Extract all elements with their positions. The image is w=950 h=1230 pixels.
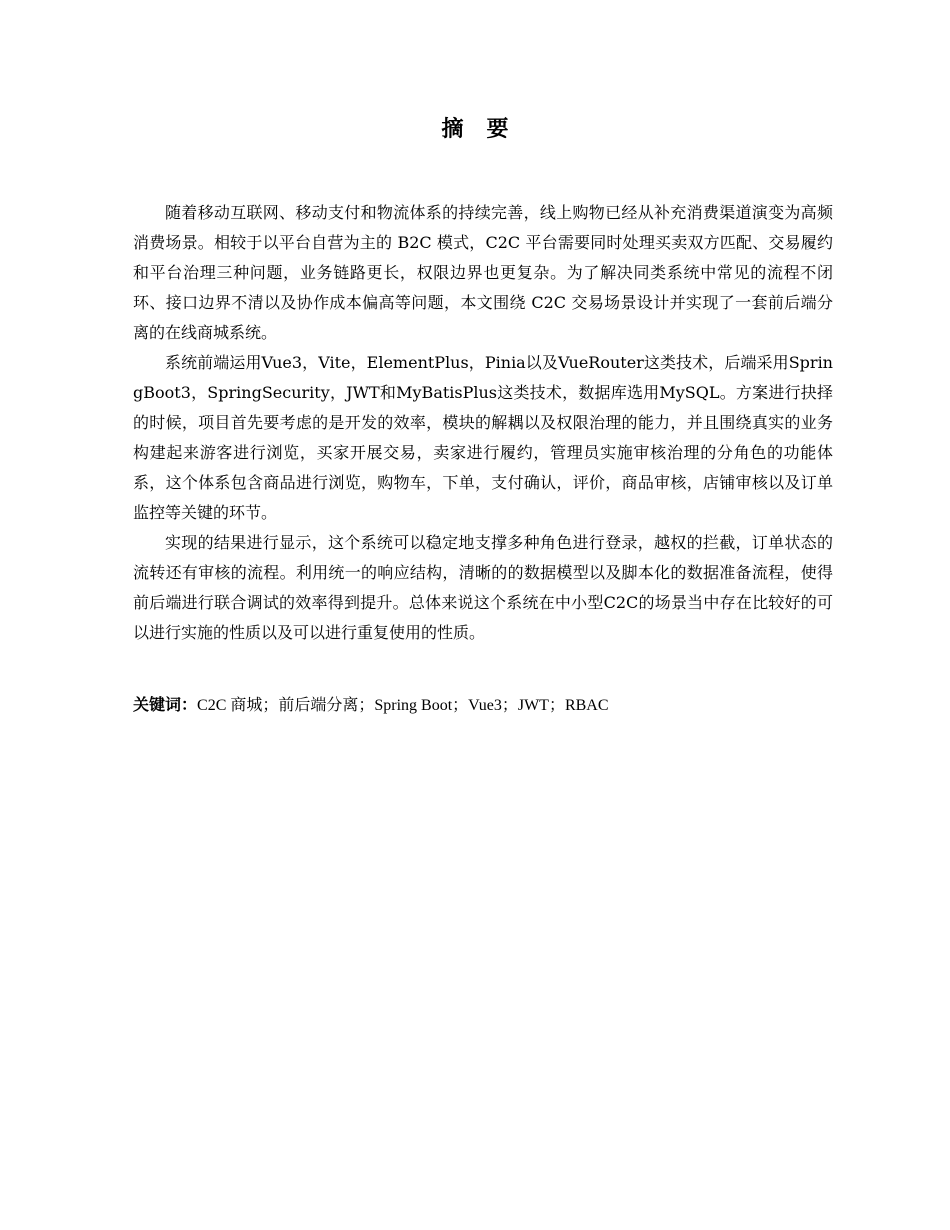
keywords-label: 关键词：	[133, 695, 198, 714]
abstract-body	[133, 198, 833, 648]
keywords-line	[133, 690, 833, 721]
abstract-paragraph-2: 系统前端运用Vue3，Vite，ElementPlus，Pinia以及VueRouter这类技术，后端采用SpringBoot3，SpringSecurity，JWT和MyBatisPlus这类技术，数据库选用MySQL。方案进行抉择的时候，项目首先要考虑的是开发的效率，模块的解耦以及权限治理的能力，并且围绕真实的业务构建起来游客进行浏览，买家开展交易，卖家进行履约，管理员实施审核治理的分角色的功能体系，这个体系包含商品进行浏览，购物车，下单，支付确认，评价，商品审核，店铺审核以及订单监控等关键的环节。	[133, 353, 833, 522]
abstract-title: 摘 要	[441, 117, 517, 142]
abstract-paragraph-3: 实现的结果进行显示，这个系统可以稳定地支撑多种角色进行登录，越权的拦截，订单状态的流转还有审核的流程。利用统一的响应结构，清晰的的数据模型以及脚本化的数据准备流程，使得前后端进行联合调试的效率得到提升。总体来说这个系统在中小型C2C的场景当中存在比较好的可以进行实施的性质以及可以进行重复使用的性质。	[133, 533, 833, 642]
keywords-text: C2C 商城；前后端分离；Spring Boot；Vue3；JWT；RBAC	[197, 697, 609, 714]
abstract-paragraph-1: 随着移动互联网、移动支付和物流体系的持续完善，线上购物已经从补充消费渠道演变为高频消费场景。相较于以平台自营为主的 B2C 模式，C2C 平台需要同时处理买卖双方匹配、交易履约和平台治理三种问题，业务链路更长，权限边界也更复杂。为了解决同类系统中常见的流程不闭环、接口边界不清以及协作成本偏高等问题，本文围绕 C2C 交易场景设计并实现了一套前后端分离的在线商城系统。	[133, 203, 833, 342]
